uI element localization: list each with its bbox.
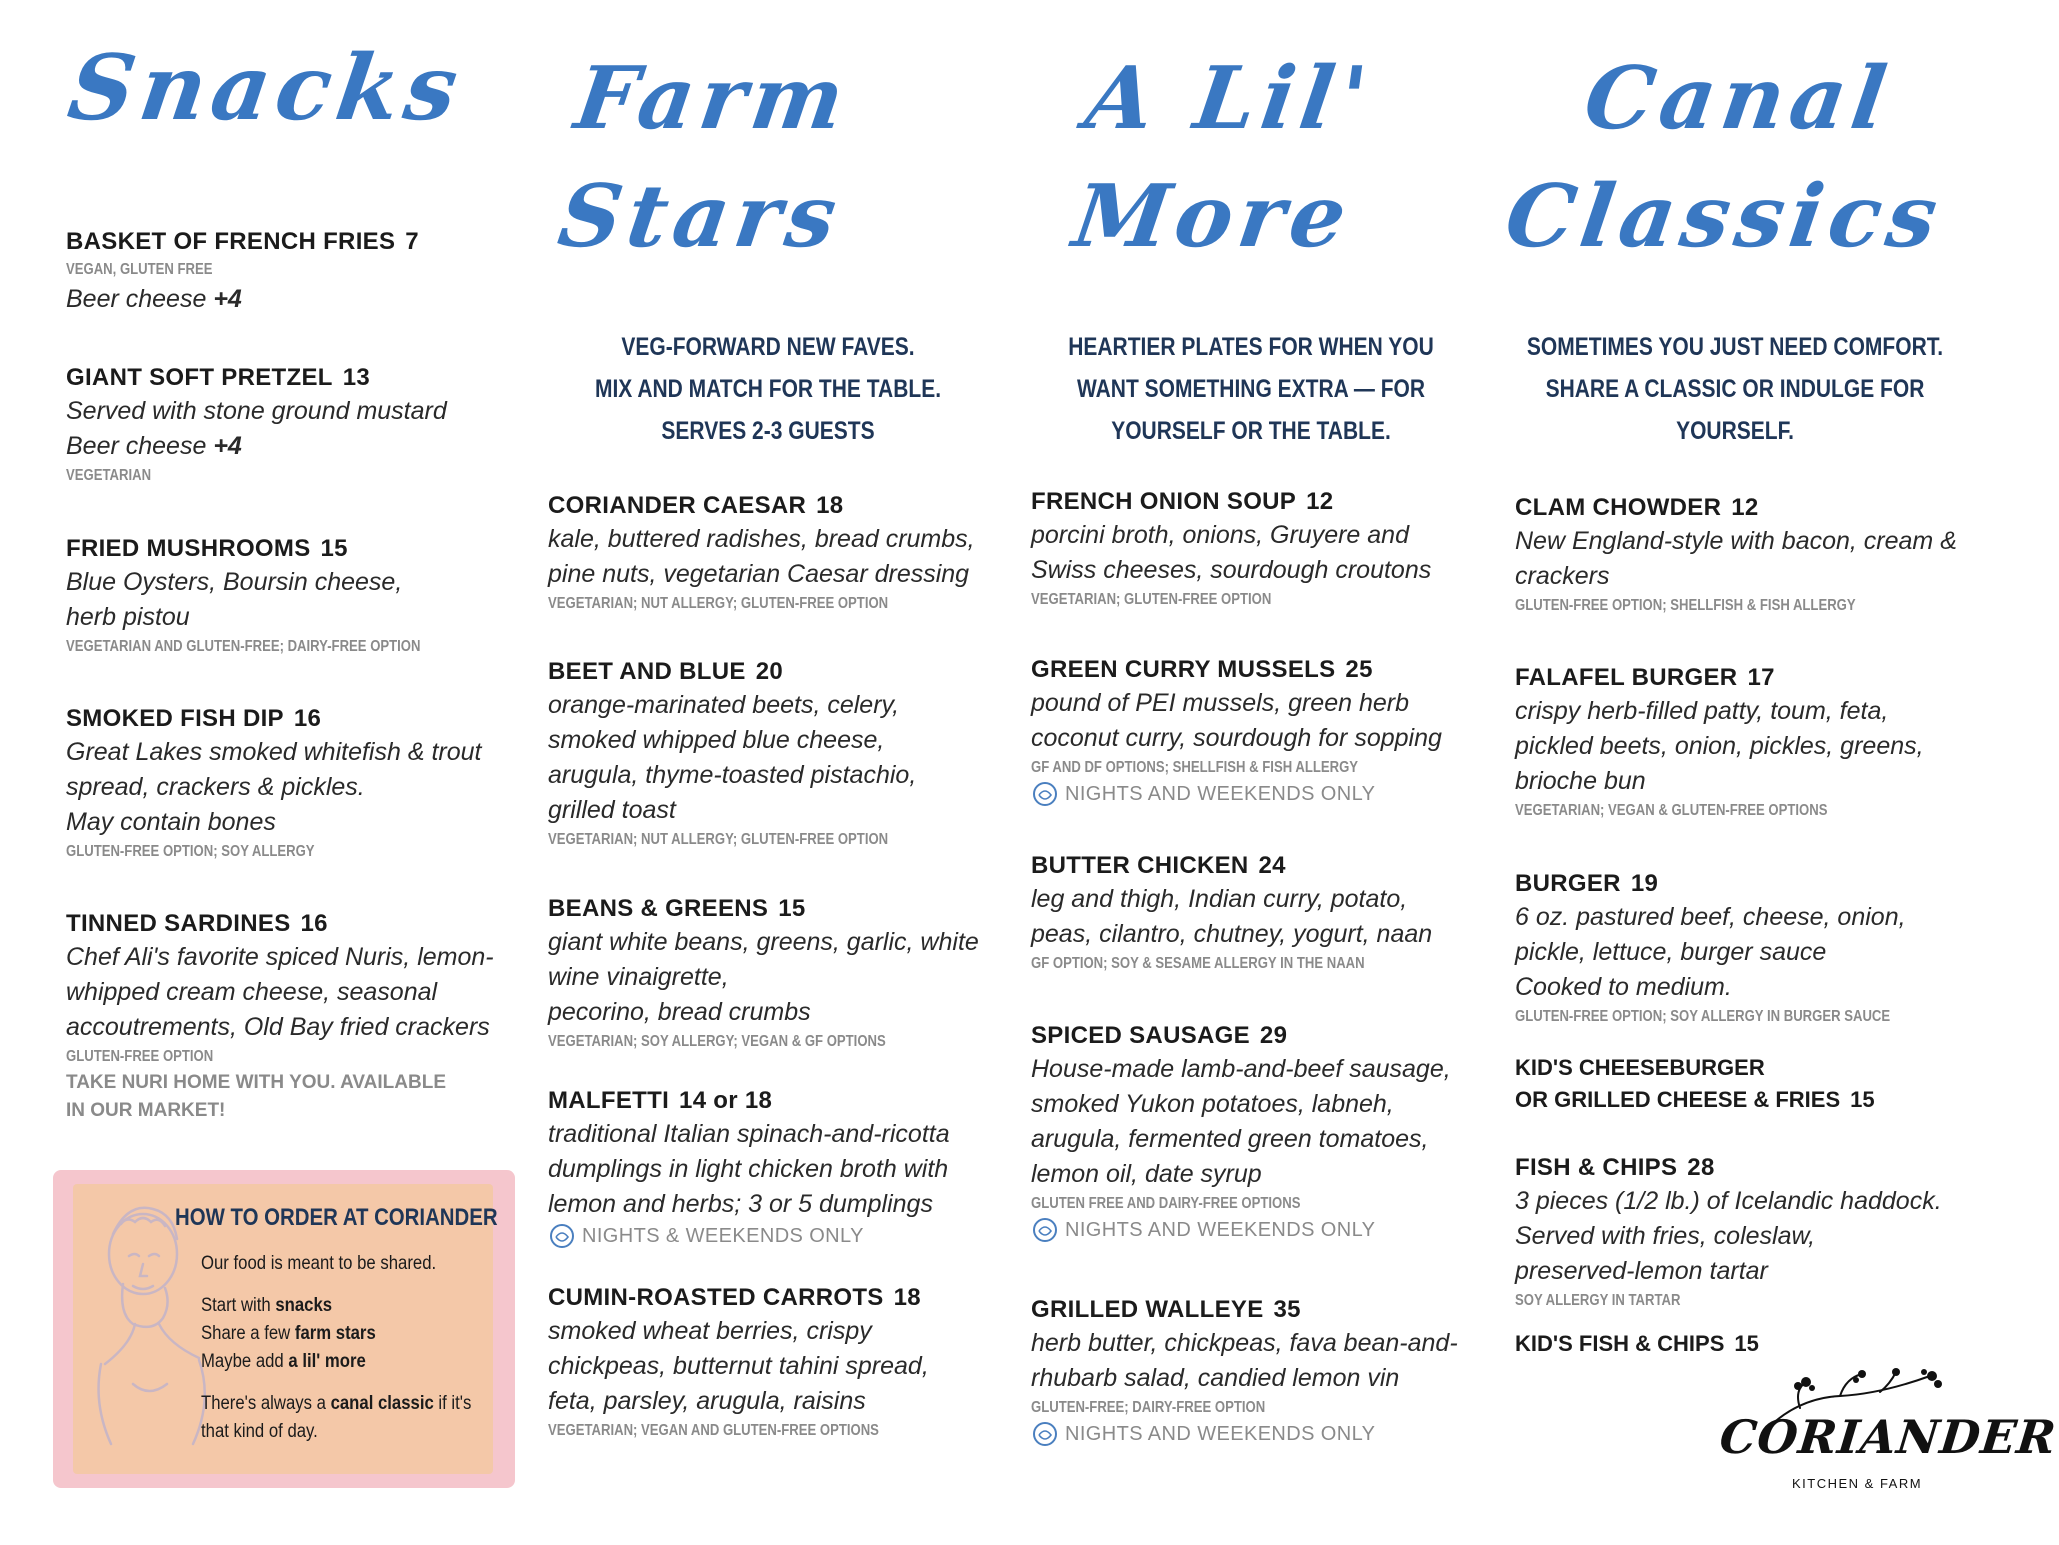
item-description: Cooked to medium. [1515,973,1732,1001]
dietary-tag: GLUTEN-FREE OPTION; SOY ALLERGY [66,843,315,860]
item-price: 19 [1630,870,1659,897]
item-price: 20 [755,658,783,685]
item-description: pound of PEI mussels, green herb [1031,689,1410,717]
how-to-line: Start with [201,1295,271,1316]
snacks-heading: Snacks [62,35,470,141]
item-name: FISH & CHIPS [1515,1154,1678,1181]
item-description: brioche bun [1515,767,1646,795]
menu-item [548,1085,988,1250]
item-description: lemon and herbs; 3 or 5 dumplings [548,1190,933,1218]
item-name: FALAFEL BURGER [1515,664,1738,691]
how-to-line: There's always a [201,1393,326,1414]
menu-item [548,1282,988,1443]
item-description: Served with fries, coleslaw, [1515,1222,1816,1250]
item-price: 15 [778,895,806,922]
item-name: SPICED SAUSAGE [1031,1022,1250,1049]
item-description: whipped cream cheese, seasonal [66,978,438,1006]
lil-more-heading: A Lil' More [1067,48,1379,267]
menu-item [1031,850,1471,976]
item-description: orange-marinated beets, celery, [548,691,900,719]
item-price: 29 [1259,1022,1288,1049]
item-description: arugula, thyme-toasted pistachio, [548,761,917,789]
seal-badge-icon [1031,781,1059,807]
item-description: pickle, lettuce, burger sauce [1515,938,1827,966]
availability-note: NIGHTS & WEEKENDS ONLY [582,1225,864,1247]
item-name: SMOKED FISH DIP [66,705,284,732]
menu-item [66,908,506,1125]
dietary-tag: GF OPTION; SOY & SESAME ALLERGY IN THE NAAN [1031,955,1365,972]
item-price: 35 [1273,1296,1301,1323]
how-to-line: that kind of day. [201,1421,318,1442]
item-description: herb pistou [66,603,190,631]
item-description: coconut curry, sourdough for sopping [1031,724,1442,752]
item-price: 7 [405,228,419,255]
item-description: Chef Ali's favorite spiced Nuris, lemon- [66,943,494,971]
how-to-line: Our food is meant to be shared. [201,1253,437,1274]
item-description: feta, parsley, arugula, raisins [548,1387,866,1415]
item-name: BUTTER CHICKEN [1031,852,1249,879]
seal-badge-icon [1031,1217,1059,1243]
item-description: pickled beets, onion, pickles, greens, [1515,732,1924,760]
dietary-tag: GLUTEN FREE AND DAIRY-FREE OPTIONS [1031,1195,1301,1212]
item-description: smoked Yukon potatoes, labneh, [1031,1090,1394,1118]
item-description: spread, crackers & pickles. [66,773,365,801]
how-to-line: if it's [438,1393,472,1414]
farm-stars-heading: Farm Stars [552,48,856,267]
item-price: 28 [1687,1154,1715,1181]
dietary-tag: VEGAN, GLUTEN FREE [66,261,213,278]
item-name: GRILLED WALLEYE [1031,1296,1264,1323]
item-description: pecorino, bread crumbs [548,998,811,1026]
availability-note: NIGHTS AND WEEKENDS ONLY [1065,783,1376,805]
lil-more-intro: HEARTIER PLATES FOR WHEN YOU WANT SOMETHING EXTRA — FOR YOURSELF OR THE TABLE. [1068,333,1434,445]
availability-note: NIGHTS AND WEEKENDS ONLY [1065,1423,1376,1445]
dietary-tag: VEGETARIAN; NUT ALLERGY; GLUTEN-FREE OPTION [548,595,889,612]
item-name: BEET AND BLUE [548,658,746,685]
item-name: CLAM CHOWDER [1515,494,1722,521]
logo-wordmark: CORIANDER [1717,1410,2059,1464]
item-name: CORIANDER CAESAR [548,492,807,519]
item-description: Blue Oysters, Boursin cheese, [66,568,403,596]
item-name: MALFETTI [548,1087,670,1114]
farm-stars-intro: VEG-FORWARD NEW FAVES. MIX AND MATCH FOR THE TABLE. SERVES 2-3 GUESTS [594,333,942,445]
item-description: Served with stone ground mustard [66,397,447,425]
item-description: House-made lamb-and-beef sausage, [1031,1055,1451,1083]
item-description: smoked whipped blue cheese, [548,726,885,754]
item-description: arugula, fermented green tomatoes, [1031,1125,1429,1153]
item-description: traditional Italian spinach-and-ricotta [548,1120,950,1148]
menu-item [1031,1294,1471,1448]
menu-item [66,362,506,488]
item-description: chickpeas, butternut tahini spread, [548,1352,929,1380]
menu-item [1031,1020,1471,1244]
dietary-tag: VEGETARIAN; NUT ALLERGY; GLUTEN-FREE OPTION [548,831,889,848]
item-price: 12 [1306,488,1334,515]
item-description: wine vinaigrette, [548,963,729,991]
menu-item [1515,492,1965,618]
how-to-line: Maybe add [201,1351,284,1372]
market-note: TAKE NURI HOME WITH YOU. AVAILABLE [66,1072,446,1093]
item-name: BASKET OF FRENCH FRIES [66,228,396,255]
dietary-tag: VEGETARIAN; VEGAN AND GLUTEN-FREE OPTIONS [548,1422,879,1439]
addon-price: +4 [213,432,242,460]
item-price: 14 or 18 [679,1087,773,1114]
item-name: CUMIN-ROASTED CARROTS [548,1284,884,1311]
menu-item [1515,662,1965,823]
menu-item [1515,1152,1965,1313]
item-description: herb butter, chickpeas, fava bean-and- [1031,1329,1458,1357]
addon-text: Beer cheese [66,432,207,460]
dietary-tag: GLUTEN-FREE OPTION; SHELLFISH & FISH ALLERGY [1515,597,1856,614]
item-description: 3 pieces (1/2 lb.) of Icelandic haddock. [1515,1187,1942,1215]
dietary-tag: VEGETARIAN; GLUTEN-FREE OPTION [1031,591,1272,608]
item-price: 12 [1731,494,1759,521]
addon-price: +4 [213,285,242,313]
item-description: Great Lakes smoked whitefish & trout [66,738,482,766]
menu-item [66,703,506,864]
item-description: crispy herb-filled patty, toum, feta, [1515,697,1889,725]
menu-item [1515,868,1965,1029]
how-to-line: Share a few [201,1323,291,1344]
how-to-emphasis: farm stars [294,1323,376,1344]
item-description: porcini broth, onions, Gruyere and [1031,521,1409,549]
item-name: FRIED MUSHROOMS [66,535,311,562]
item-name: GIANT SOFT PRETZEL [66,364,333,391]
item-description: pine nuts, vegetarian Caesar dressing [548,560,970,588]
item-description: Swiss cheeses, sourdough croutons [1031,556,1432,584]
canal-classics-heading: Canal Classics [1499,48,1950,267]
item-description: smoked wheat berries, crispy [548,1317,872,1345]
item-name: KID'S CHEESEBURGER [1515,1055,1765,1080]
item-price: 13 [342,364,371,391]
item-description: leg and thigh, Indian curry, potato, [1031,885,1408,913]
kids-menu-item [1515,1052,1965,1116]
item-price: 25 [1345,656,1373,683]
availability-note: NIGHTS AND WEEKENDS ONLY [1065,1219,1376,1241]
dietary-tag: SOY ALLERGY IN TARTAR [1515,1292,1681,1309]
how-to-order-box [53,1170,515,1488]
market-note: IN OUR MARKET! [66,1100,226,1121]
seal-badge-icon [548,1223,576,1249]
dietary-tag: GLUTEN-FREE OPTION [66,1048,214,1065]
item-name: KID'S FISH & CHIPS [1515,1331,1725,1356]
dietary-tag: VEGETARIAN [66,467,152,484]
item-name: TINNED SARDINES [66,910,291,937]
dietary-tag: VEGETARIAN; SOY ALLERGY; VEGAN & GF OPTIONS [548,1033,886,1050]
item-price: 17 [1747,664,1775,691]
item-description: May contain bones [66,808,276,836]
item-price: 15 [1734,1331,1759,1356]
item-price: 18 [816,492,844,519]
item-description: New England-style with bacon, cream & [1515,527,1957,555]
item-description: peas, cilantro, chutney, yogurt, naan [1031,920,1433,948]
item-description: lemon oil, date syrup [1031,1160,1262,1188]
item-price: 24 [1258,852,1286,879]
canal-classics-intro: SOMETIMES YOU JUST NEED COMFORT. SHARE A CLASSIC OR INDULGE FOR YOURSELF. [1526,333,1944,445]
menu-item [548,893,988,1054]
dietary-tag: GLUTEN-FREE; DAIRY-FREE OPTION [1031,1399,1266,1416]
item-price: 18 [893,1284,921,1311]
item-description: grilled toast [548,796,676,824]
logo-subtitle: KITCHEN & FARM [1792,1476,1923,1491]
item-description: 6 oz. pastured beef, cheese, onion, [1515,903,1906,931]
item-name: BEANS & GREENS [548,895,769,922]
addon-text: Beer cheese [66,285,207,313]
how-to-emphasis: a lil' more [288,1351,366,1372]
item-description: giant white beans, greens, garlic, white [548,928,979,956]
menu-item [548,490,988,616]
dietary-tag: VEGETARIAN; VEGAN & GLUTEN-FREE OPTIONS [1515,802,1828,819]
dietary-tag: GLUTEN-FREE OPTION; SOY ALLERGY IN BURGER SAUCE [1515,1008,1891,1025]
item-name: FRENCH ONION SOUP [1031,488,1297,515]
item-price: 16 [293,705,322,732]
item-description: rhubarb salad, candied lemon vin [1031,1364,1400,1392]
item-description: preserved-lemon tartar [1515,1257,1768,1285]
item-name: OR GRILLED CHEESE & FRIES [1515,1087,1841,1112]
how-to-emphasis: canal classic [330,1393,434,1414]
how-to-emphasis: snacks [275,1295,333,1316]
item-name: BURGER [1515,870,1621,897]
how-to-order-title: HOW TO ORDER AT CORIANDER [175,1204,498,1231]
kids-menu-item [1515,1328,1965,1360]
item-price: 15 [320,535,348,562]
dietary-tag: VEGETARIAN AND GLUTEN-FREE; DAIRY-FREE OPTION [66,638,421,655]
coriander-logo [1717,1368,2059,1498]
item-name: GREEN CURRY MUSSELS [1031,656,1336,683]
item-description: accoutrements, Old Bay fried crackers [66,1013,490,1041]
menu-item [66,533,506,659]
item-description: kale, buttered radishes, bread crumbs, [548,525,975,553]
item-description: crackers [1515,562,1610,590]
dietary-tag: GF AND DF OPTIONS; SHELLFISH & FISH ALLERGY [1031,759,1359,776]
item-price: 15 [1850,1087,1875,1112]
seal-badge-icon [1031,1421,1059,1447]
item-description: dumplings in light chicken broth with [548,1155,949,1183]
item-price: 16 [300,910,328,937]
menu-item [1031,654,1471,808]
menu-item [1031,486,1471,612]
menu-item [66,226,506,317]
menu-item [548,656,988,852]
